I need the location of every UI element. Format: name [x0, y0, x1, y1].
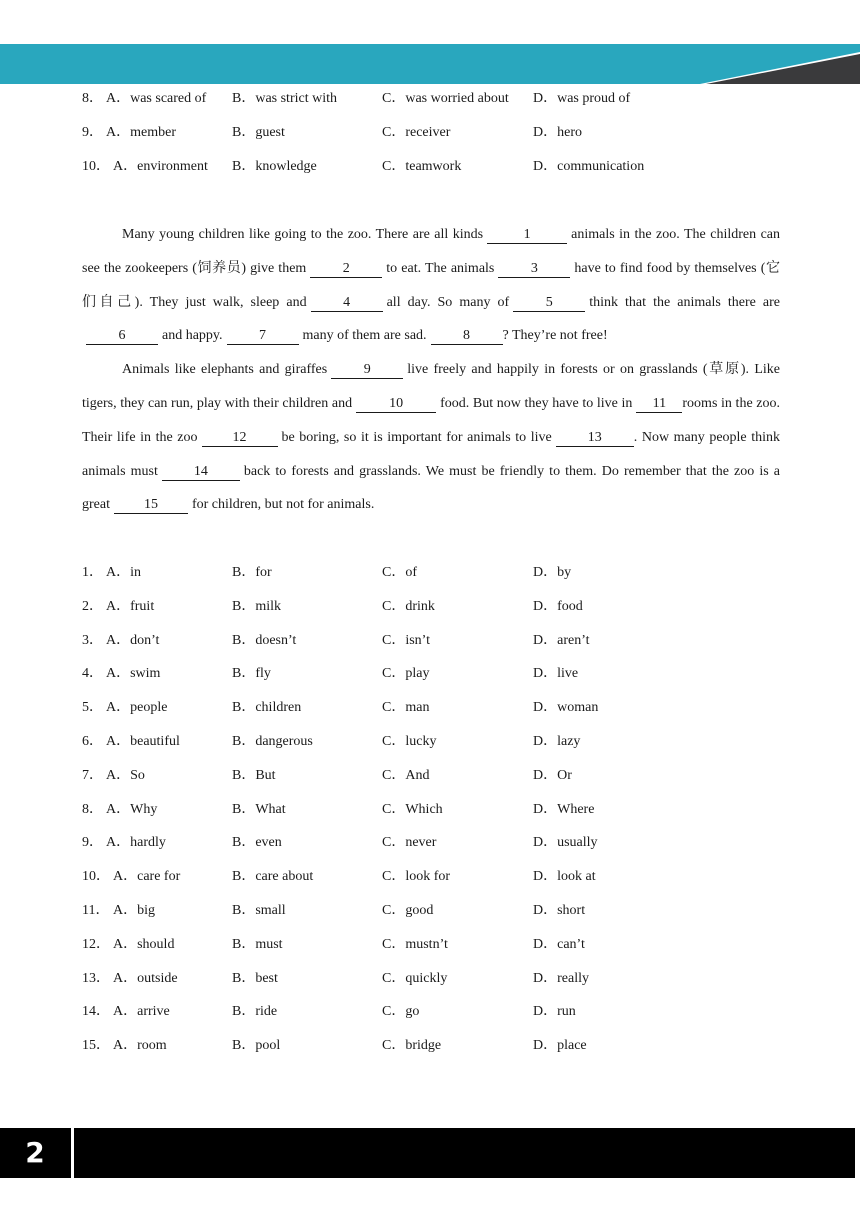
passage-text: rooms in the zoo. Their life in the zoo [82, 395, 781, 445]
question-number: 4． [82, 666, 103, 682]
blank-6: 6 [86, 327, 158, 345]
option-c: C．look for [382, 869, 451, 885]
question-number: 2． [82, 598, 103, 614]
option-a: A．hardly [106, 835, 166, 851]
option-a: A．Why [106, 801, 158, 817]
question-number: 8． [82, 801, 103, 817]
option-a: A．care for [113, 869, 181, 885]
option-row [82, 563, 802, 583]
blank-14: 14 [162, 463, 240, 481]
cloze-passage [82, 218, 780, 522]
option-a: A．fruit [106, 598, 155, 614]
header-band-teal [0, 44, 860, 84]
option-a: A．should [113, 936, 175, 952]
option-c: C．drink [382, 598, 435, 614]
passage-text: all day. So many of [386, 294, 510, 310]
option-b: B．small [232, 903, 286, 918]
option-a: A．swim [106, 666, 161, 682]
option-b: B．knowledge [232, 159, 317, 174]
option-c: C．Which [382, 801, 443, 817]
option-b: B．dangerous [232, 734, 313, 749]
passage-text: and happy. [162, 328, 223, 344]
option-row [82, 597, 802, 617]
option-c: C．quickly [382, 970, 448, 986]
option-d: D．by [533, 565, 572, 580]
question-number: 12． [82, 936, 110, 952]
question-number: 10． [82, 159, 110, 174]
page-number: 2 [25, 1136, 45, 1169]
blank-5: 5 [513, 294, 585, 312]
option-d: D．short [533, 903, 586, 918]
option-c: C．was worried about [382, 91, 509, 106]
option-d: D．aren’t [533, 632, 590, 648]
passage-text: think that the animals there are [589, 294, 780, 310]
passage-text: back to forests and grasslands. We must be friendly to them. Do remember that the zoo is a great [82, 463, 781, 513]
question-number: 15． [82, 1038, 110, 1054]
option-d: D．can’t [533, 936, 585, 952]
passage-text: live freely and happily in forests or on grasslands (草原). Like tigers, they can run, play with their children and [82, 362, 780, 411]
option-c: C．man [382, 700, 430, 716]
option-row [82, 1036, 802, 1056]
option-d: D．hero [533, 125, 582, 140]
option-a: A．people [106, 700, 168, 716]
option-b: B．guest [232, 125, 285, 140]
option-b: B．was strict with [232, 91, 337, 106]
passage-paragraph-2 [82, 353, 780, 522]
passage-text: for children, but not for animals. [191, 497, 375, 513]
option-a: A．member [106, 125, 176, 140]
option-d: D．lazy [533, 734, 581, 749]
question-number: 9． [82, 125, 103, 140]
option-c: C．teamwork [382, 159, 462, 174]
option-row [82, 631, 802, 651]
option-row [82, 766, 802, 786]
question-number: 9． [82, 835, 103, 851]
option-b: B．best [232, 970, 278, 986]
header-band-graphic [0, 44, 860, 84]
passage-text: Animals like elephants and giraffes [122, 362, 328, 378]
option-b: B．pool [232, 1038, 281, 1054]
question-number: 14． [82, 1004, 110, 1020]
option-c: C．play [382, 666, 430, 682]
option-row [82, 157, 802, 177]
question-number: 3． [82, 632, 103, 648]
option-a: A．big [113, 903, 155, 918]
blank-10: 10 [356, 395, 436, 413]
option-c: C．receiver [382, 125, 451, 140]
option-b: B．ride [232, 1004, 278, 1020]
passage-text: be boring, so it is important for animals to live [281, 429, 552, 445]
passage-text: animals in the zoo. The children can see the zookeepers (饲养员) give them [82, 227, 780, 276]
option-row [82, 935, 802, 955]
option-a: A．in [106, 565, 141, 580]
option-row [82, 800, 802, 820]
blank-15: 15 [114, 496, 188, 514]
question-number: 8． [82, 91, 103, 106]
option-d: D．place [533, 1038, 587, 1054]
passage-text: . Now many people think animals must [82, 429, 780, 479]
blank-11: 11 [636, 395, 682, 413]
option-b: B．for [232, 565, 272, 580]
option-b: B．milk [232, 598, 282, 614]
option-a: A．beautiful [106, 734, 180, 749]
option-d: D．run [533, 1004, 576, 1020]
option-b: B．doesn’t [232, 632, 297, 648]
option-a: A．don’t [106, 632, 160, 648]
blank-12: 12 [202, 429, 278, 447]
blank-7: 7 [227, 327, 299, 345]
option-c: C．bridge [382, 1038, 442, 1054]
question-number: 5． [82, 700, 103, 716]
option-d: D．really [533, 970, 589, 986]
option-row [82, 833, 802, 853]
question-number: 11． [82, 903, 110, 918]
option-d: D．live [533, 666, 579, 682]
passage-text: have to find food by themselves (它们自己). They just walk, sleep and [82, 260, 780, 310]
passage-text: food. But now they have to live in [440, 395, 633, 411]
blank-9: 9 [331, 361, 403, 379]
option-b: B．even [232, 835, 282, 851]
option-b: B．must [232, 936, 283, 952]
option-d: D．was proud of [533, 91, 631, 106]
option-b: B．care about [232, 869, 314, 885]
option-c: C．good [382, 903, 434, 918]
option-c: C．of [382, 565, 417, 580]
page-footer [0, 1128, 855, 1178]
option-a: A．room [113, 1038, 167, 1054]
option-a: A．was scared of [106, 91, 207, 106]
option-a: A．outside [113, 970, 178, 986]
option-d: D．Or [533, 767, 572, 783]
question-number: 10． [82, 869, 110, 885]
option-a: A．environment [113, 159, 208, 174]
option-b: B．children [232, 700, 302, 716]
blank-13: 13 [556, 429, 634, 447]
option-c: C．go [382, 1004, 420, 1020]
option-c: C．never [382, 835, 437, 851]
option-d: D．usually [533, 835, 598, 851]
option-row [82, 1002, 802, 1022]
passage-text: ? They’re not free! [502, 328, 608, 344]
option-d: D．woman [533, 700, 599, 716]
option-d: D．look at [533, 869, 596, 885]
option-row [82, 732, 802, 752]
option-row [82, 89, 802, 109]
option-c: C．isn’t [382, 632, 430, 648]
passage-text: many of them are sad. [302, 328, 427, 344]
option-a: A．So [106, 767, 145, 783]
option-row [82, 867, 802, 887]
blank-3: 3 [498, 260, 570, 278]
option-d: D．food [533, 598, 583, 614]
passage-text: to eat. The animals [386, 260, 495, 276]
option-b: B．fly [232, 666, 271, 682]
option-a: A．arrive [113, 1004, 170, 1020]
option-c: C．lucky [382, 734, 437, 749]
option-d: D．communication [533, 159, 645, 174]
option-b: B．What [232, 801, 286, 817]
footer-divider [71, 1128, 74, 1178]
option-c: C．mustn’t [382, 936, 448, 952]
blank-2: 2 [310, 260, 382, 278]
question-number: 7． [82, 767, 103, 783]
option-row [82, 901, 802, 921]
option-b: B．But [232, 767, 276, 783]
question-number: 6． [82, 734, 103, 749]
blank-8: 8 [431, 327, 503, 345]
blank-4: 4 [311, 294, 383, 312]
option-c: C．And [382, 767, 430, 783]
passage-paragraph-1 [82, 218, 780, 353]
option-d: D．Where [533, 801, 595, 817]
blank-1: 1 [487, 226, 567, 244]
option-row [82, 969, 802, 989]
option-row [82, 698, 802, 718]
passage-text: Many young children like going to the zoo. There are all kinds [122, 227, 484, 242]
question-number: 13． [82, 970, 110, 986]
question-number: 1． [82, 565, 103, 580]
header-band [0, 44, 860, 84]
option-row [82, 123, 802, 143]
option-row [82, 664, 802, 684]
